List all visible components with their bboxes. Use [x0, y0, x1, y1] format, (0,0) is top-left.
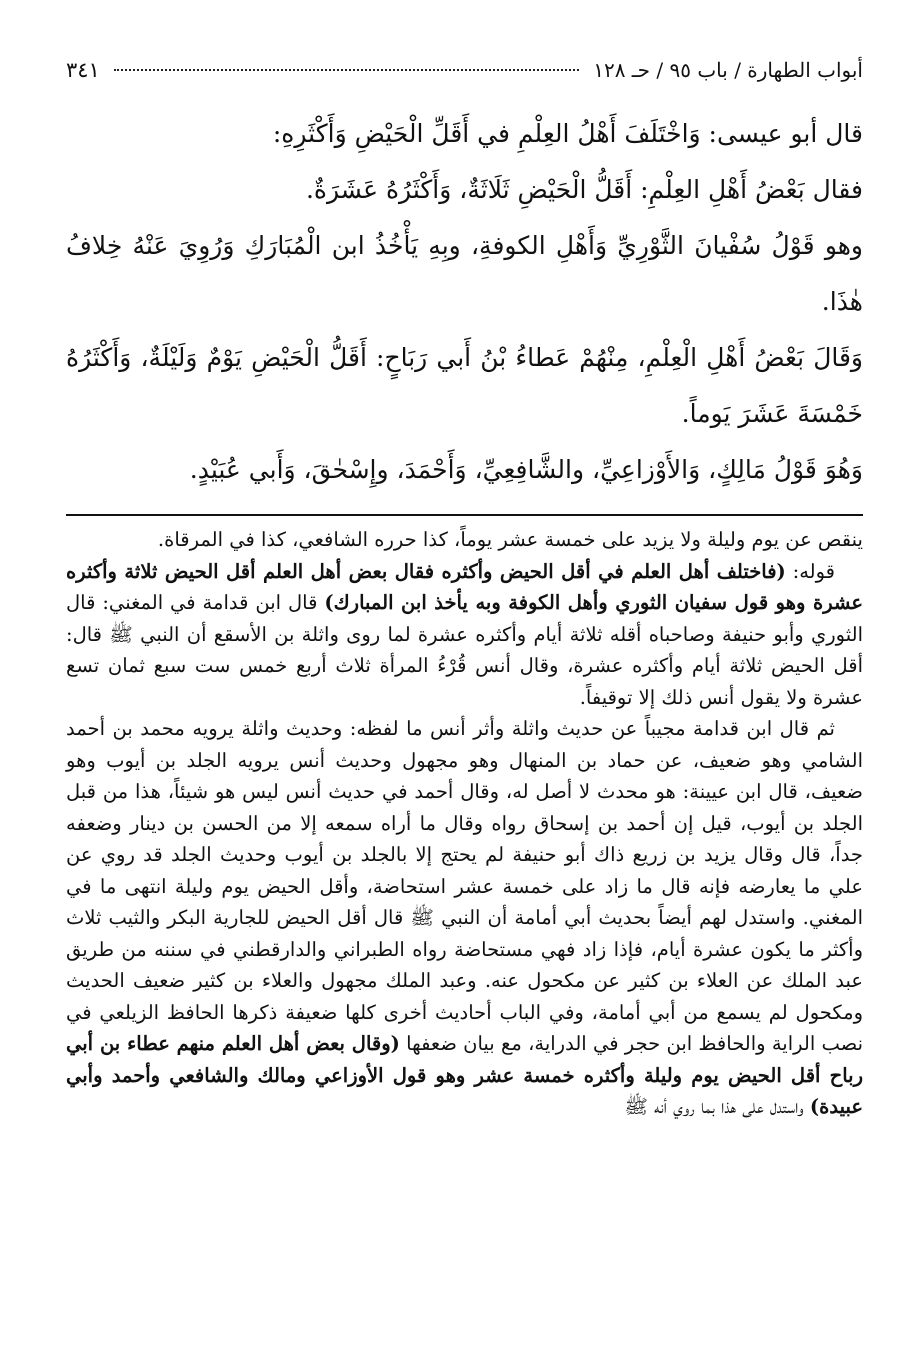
commentary-body: ثم قال ابن قدامة مجيباً عن حديث واثلة وأثر أنس ما لفظه: وحديث واثلة يرويه محمد بن أحمد الشامي وهو ضعيف، عن حماد بن المنهال وهو مجهول وحديث أنس يرويه الجلد بن أيوب وهو ضعيف، قال ابن عيينة: هو محدث لا أصل له، وقال أحمد في حديث أنس ليس هو شيئاً، هذا من قبل الجلد بن أيوب، قيل إن أحمد بن إسحاق رواه وقال ما أراه سمعه إلا من الحسن بن دينار وضعفه جداً، قال وقال يزيد بن زريع ذاك أبو حنيفة لم يحتج إلا بالجلد بن أيوب وحديث الجلد قد روي عن علي ما يعارضه فإنه قال ما زاد على خمسة عشر استحاضة، وأقل الحيض يوم وليلة انتهى ما في المغني. واستدل لهم أيضاً بحديث أبي أمامة أن النبي ﷺ قال أقل الحيض للجارية البكر والثيب ثلاث وأكثر ما يكون عشرة أيام، فإذا زاد فهي مستحاضة رواه الطبراني والدارقطني في سننه من طريق عبد الملك عن العلاء بن كثير عن مكحول عنه. وعبد الملك مجهول والعلاء بن كثير ضعيف الحديث ومكحول لم يسمع من أبي أمامة، وفي الباب أحاديث أخرى كلها ضعيفة ذكرها الحافظ الزيلعي في نصب الراية والحافظ ابن حجر في الدراية، مع بيان ضعفها [66, 717, 863, 1055]
footnote-separator [66, 514, 863, 516]
page-number: ٣٤١ [66, 58, 100, 82]
hadith-text [66, 106, 863, 498]
running-head-title: أبواب الطهارة / باب ٩٥ / حـ ١٢٨ [593, 58, 863, 82]
commentary-body: واستدل على هذا بما روي أنه ﷺ [624, 1095, 810, 1118]
commentary-lead: قوله: [785, 559, 835, 583]
commentary-text [66, 524, 863, 1123]
commentary-paragraph: ينقص عن يوم وليلة ولا يزيد على خمسة عشر يوماً، كذا حرره الشافعي، كذا في المرقاة. [157, 528, 863, 551]
matn-paragraph: وهو قَوْلُ سُفْيانَ الثَّوْرِيِّ وَأَهْلِ الكوفةِ، وبِهِ يَأْخُذُ ابن الْمُبَارَكِ وَرُوِيَ عَنْهُ خِلافُ هٰذَا. [66, 231, 863, 316]
matn-paragraph: قال أبو عيسى: وَاخْتَلَفَ أَهْلُ العِلْمِ في أَقَلِّ الْحَيْضِ وَأَكْثَرِهِ: [272, 119, 863, 148]
running-header [66, 52, 863, 88]
quoted-matn: (فاختلف أهل العلم في أقل الحيض وأكثره فقال بعض أهل العلم أقل الحيض ثلاثة وأكثره عشرة وهو قول سفيان الثوري وأهل الكوفة وبه يأخذ ابن المبارك) [66, 559, 863, 614]
matn-paragraph: فقال بَعْضُ أَهْلِ العِلْمِ: أَقَلُّ الْحَيْضِ ثَلَاثَةٌ، وَأَكْثَرُهُ عَشَرَةٌ. [305, 175, 863, 204]
dotted-leader [114, 69, 579, 71]
commentary-paragraph [66, 713, 863, 1123]
quoted-matn: (وقال بعض أهل العلم منهم عطاء بن أبي رباح أقل الحيض يوم وليلة وأكثره خمسة عشر وهو قول الأوزاعي ومالك والشافعي وأحمد وأبي عبيدة) [66, 1032, 863, 1118]
commentary-body: قال ابن قدامة في المغني: قال الثوري وأبو حنيفة وصاحباه أقله ثلاثة أيام وأكثره عشرة لما روى واثلة بن الأسقع أن النبي ﷺ قال: أقل الحيض ثلاثة أيام وأكثره عشرة، وقال أنس قُرْءُ المرأة ثلاث أربع خمس ست سبع ثمان تسع عشرة ولا يقول أنس ذلك إلا توقيفاً. [66, 591, 863, 709]
matn-paragraph: وَقَالَ بَعْضُ أَهْلِ الْعِلْمِ، مِنْهُمْ عَطاءُ بْنُ أَبي رَبَاحٍ: أَقَلُّ الْحَيْضِ يَوْمٌ وَلَيْلَةٌ، وَأَكْثَرُهُ خَمْسَةَ عَشَرَ يَوماً. [66, 343, 863, 428]
commentary-paragraph [66, 556, 863, 714]
matn-paragraph: وَهُوَ قَوْلُ مَالِكٍ، وَالأَوْزاعِيِّ، والشَّافِعِيِّ، وَأَحْمَدَ، وإِسْحٰقَ، وَأَبي عُبَيْدٍ. [189, 455, 863, 484]
